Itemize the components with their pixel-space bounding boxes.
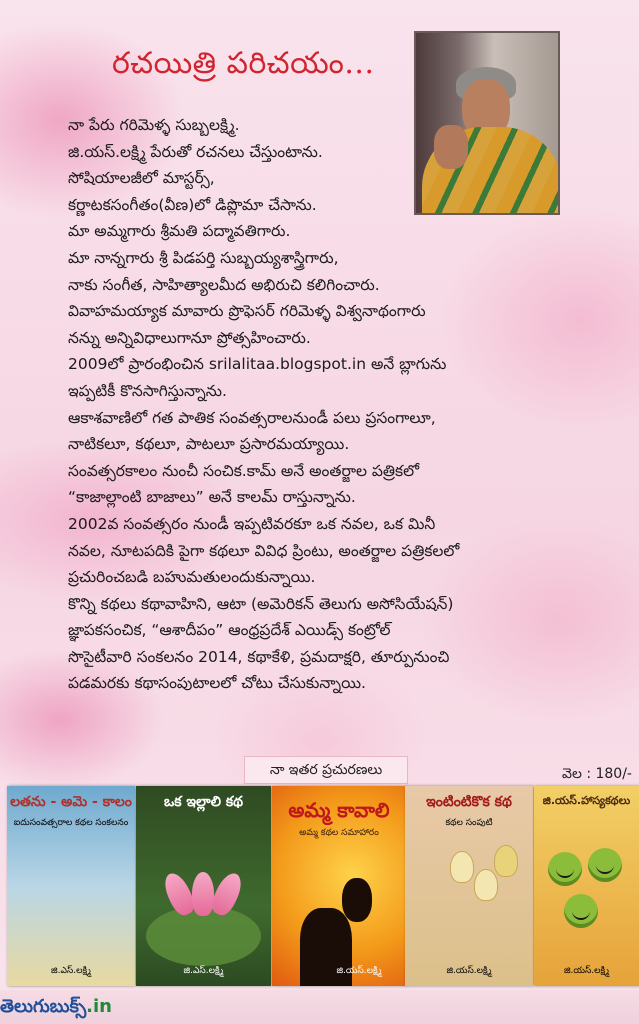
bio-line: మా నాన్నగారు శ్రీ పిడపర్తి సుబ్బయ్యశాస్త్రిగారు,: [68, 248, 339, 267]
bio-line: 2009లో ప్రారంభించిన srilalitaa.blogspot.in అనే బ్లాగును: [68, 355, 447, 374]
bio-line: సంవత్సరకాలం నుంచీ సంచిక.కామ్ అనే అంతర్జాల పత్రికలో: [68, 461, 420, 480]
book-title: జి.యస్.హాస్యకథలు: [542, 794, 631, 807]
bio-line: నాకు సంగీత, సాహిత్యాలమీద అభిరుచి కలిగించారు.: [68, 275, 380, 294]
bio-line: ఇప్పటికీ కొనసాగిస్తున్నాను.: [68, 381, 227, 400]
bio-line: వివాహమయ్యాక మావారు ప్రొఫెసర్ గరిమెళ్ళ విశ్వనాథంగారు: [68, 302, 426, 321]
smiley-face-art: [548, 852, 582, 886]
watermark-suffix: .in: [86, 996, 112, 1017]
bio-line: పడమరకు కథాసంపుటాలలో చోటు చేసుకున్నాయి.: [68, 674, 366, 693]
book-cover[interactable]: [405, 786, 533, 986]
book-subtitle: ఐదుసంవత్సరాల కథల సంకలనం: [13, 818, 129, 828]
tulip-art: [451, 852, 473, 882]
book-author: జి.ఎస్.లక్ష్మి: [183, 966, 224, 976]
lotus-flower-art: [168, 866, 238, 916]
book-author: జి.యస్.లక్ష్మి: [563, 966, 610, 976]
bio-line: ప్రచురించబడి బహుమతులందుకున్నాయి.: [68, 568, 316, 587]
tulip-art: [495, 846, 517, 876]
bio-line: కర్ణాటకసంగీతం(వీణ)లో డిప్లొమా చేసాను.: [68, 195, 317, 214]
book-author: జి.యస్.లక్ష్మి: [336, 966, 382, 976]
smiley-face-art: [588, 848, 622, 882]
smiley-face-art: [564, 894, 598, 928]
book-cover[interactable]: [534, 786, 639, 986]
bio-line: సోషియాలజీలో మాస్టర్స్,: [68, 169, 215, 188]
bio-line: “కాజాల్లాంటి బాజాలు” అనే కాలమ్ రాస్తున్నాను.: [68, 488, 356, 507]
site-watermark: [0, 996, 112, 1021]
page-title: రచయిత్రి పరిచయం...: [112, 46, 375, 81]
book-cover[interactable]: [272, 786, 406, 986]
bio-line: మా అమ్మగారు శ్రీమతి పద్మావతిగారు.: [68, 222, 291, 241]
author-bio: [68, 112, 628, 697]
book-covers-strip: [7, 786, 639, 990]
book-cover[interactable]: [7, 786, 135, 986]
book-title: లతను - అమె - కాలం: [10, 794, 132, 810]
watermark-text: తెలుగుబుక్స్: [0, 996, 87, 1017]
book-title: ఇంటింటికొక కథ: [426, 794, 512, 810]
bio-line: సొసైటీవారి సంకలనం 2014, కథాకేళి, ప్రమదాక్షరి, తూర్పునుంచి: [68, 647, 450, 666]
book-author: జి.ఎస్.లక్ష్మి: [51, 966, 91, 976]
bio-line: నవల, నూటపదికి పైగా కథలూ వివిధ ప్రింటు, అంతర్జాల పత్రికలలో: [68, 541, 460, 560]
bio-line: ఆకాశవాణిలో గత పాతిక సంవత్సరాలనుండీ పలు ప్రసంగాలూ,: [68, 408, 436, 427]
bio-line: కొన్ని కథలు కథావాహిని, ఆటా (అమెరికన్ తెలుగు అసోసియేషన్): [68, 594, 454, 613]
book-title: ఒక ఇల్లాలి కథ: [163, 794, 244, 810]
bio-line: నా పేరు గరిమెళ్ళ సుబ్బలక్ష్మి.: [68, 116, 240, 134]
book-cover[interactable]: [136, 786, 271, 986]
bio-line: జ్ఞాపకసంచిక, “ఆశాదీపం” ఆంధ్రప్రదేశ్ ఎయిడ్స్ కంట్రోల్: [68, 621, 391, 640]
book-subtitle: అమ్మ కథల సమాహారం: [299, 828, 379, 838]
tulip-art: [475, 870, 497, 900]
book-title: అమ్మ కావాలి: [288, 798, 390, 822]
bio-line: నాటికలూ, కథలూ, పాటలూ ప్రసారమయ్యాయి.: [68, 435, 350, 454]
bio-line: నన్ను అన్నివిధాలుగానూ ప్రోత్సహించారు.: [68, 328, 311, 347]
other-publications-label: నా ఇతర ప్రచురణలు: [244, 756, 408, 784]
book-subtitle: కథల సంపుటి: [445, 818, 493, 828]
book-author: జి.యస్.లక్ష్మి: [446, 966, 492, 976]
bio-line: జి.యస్.లక్ష్మి పేరుతో రచనలు చేస్తుంటాను.: [68, 142, 323, 161]
price-label: వెల : 180/-: [562, 766, 632, 782]
bio-line: 2002వ సంవత్సరం నుండీ ఇప్పటివరకూ ఒక నవల, ఒక మినీ: [68, 514, 436, 533]
